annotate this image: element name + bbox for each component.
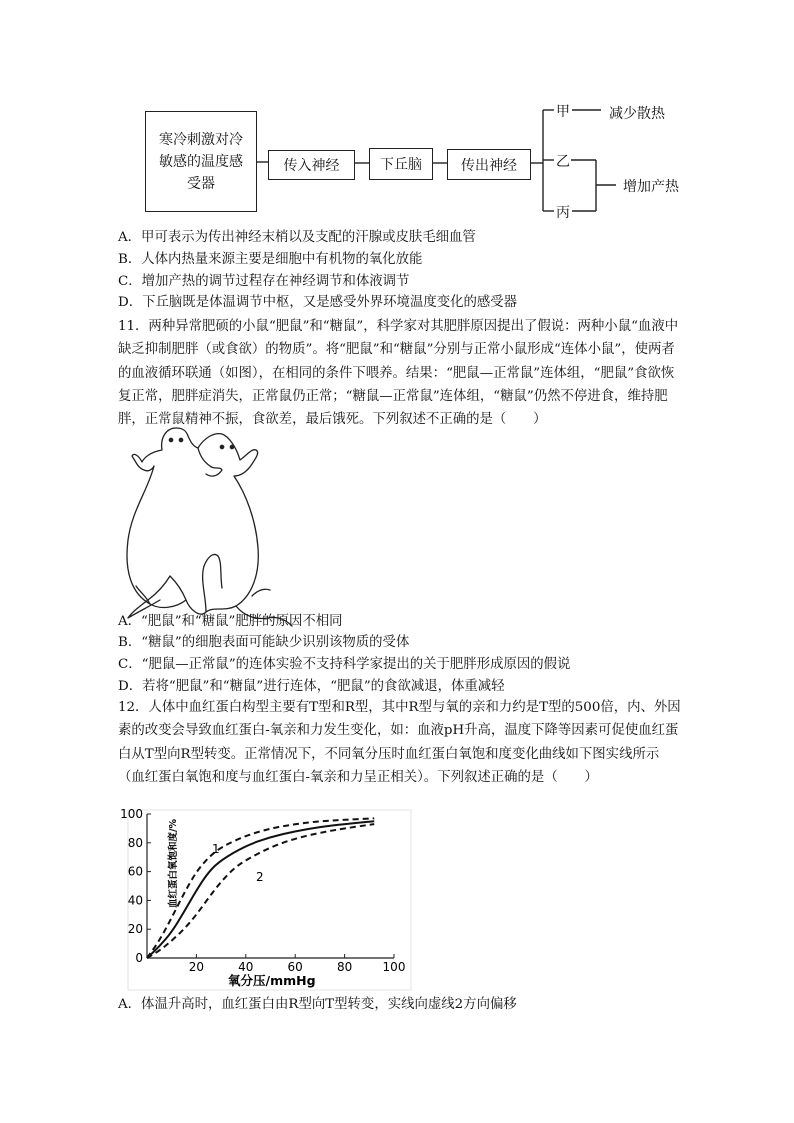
q10-option-b: B．人体内热量来源主要是细胞中有机物的氧化放能 — [118, 252, 423, 267]
y-tick-label: 20 — [127, 922, 143, 937]
left-mouse-arm — [198, 448, 222, 476]
left-mouse-outline — [127, 428, 258, 614]
q12-option-a: A．体温升高时，血红蛋白由R型向T型转变，实线向虚线2方向偏移 — [118, 997, 517, 1012]
x-tick-label: 40 — [238, 960, 254, 974]
y-tick-label: 80 — [127, 835, 143, 850]
receptor-box-label: 寒冷刺激对冷敏感的温度感受器 — [159, 131, 243, 192]
q10-option-d: D．下丘脑既是体温调节中枢，又是感受外界环境温度变化的感受器 — [118, 295, 518, 310]
curve-series-3 — [147, 824, 374, 958]
left-mouse-eye-2 — [179, 438, 182, 441]
branch-bing-label: 丙 — [556, 205, 570, 221]
branch-yi-label: 乙 — [556, 154, 570, 170]
x-tick-label: 100 — [382, 960, 406, 974]
diagram-connectors — [0, 0, 794, 240]
q11-option-c: C．“肥鼠—正常鼠”的连体实验不支持科学家提出的关于肥胖形成原因的假说 — [118, 657, 571, 672]
q11-option-a: A．“肥鼠”和“糖鼠”肥胖的原因不相同 — [118, 614, 343, 629]
branch-jia-label: 甲 — [556, 104, 570, 120]
x-tick-label: 80 — [336, 960, 353, 974]
chart-frame — [128, 810, 411, 990]
reduce-heat-label: 减少散热 — [609, 106, 665, 122]
q12-stem: 12．人体中血红蛋白构型主要有T型和R型，其中R型与氧的亲和力约是T型的500倍，内、外因素的改变会导致血红蛋白-氧亲和力发生变化，如：血液pH升高，温度下降等因素可促使血红蛋白从T型向R型转变。正常情况下，不同氧分压时血红蛋白氧饱和度变化曲线如下图实线所示（血红蛋白氧饱和度与血红蛋白-氧亲和力呈正相关）。下列叙述正确的是（ ） — [118, 700, 681, 785]
curve-series-2 — [147, 821, 374, 958]
y-tick-label: 0 — [135, 951, 143, 965]
y-tick-label: 100 — [120, 807, 143, 821]
left-mouse-eye-1 — [169, 438, 172, 441]
left-mouse-leg — [136, 586, 150, 604]
curve-label-1: 1 — [212, 842, 220, 856]
increase-heat-label: 增加产热 — [623, 179, 679, 195]
y-tick-label: 40 — [127, 893, 143, 908]
right-mouse-foot — [252, 589, 270, 596]
right-mouse-eye-2 — [230, 445, 233, 448]
x-tick-label: 20 — [188, 960, 205, 974]
x-axis-label: 氧分压/mmHg — [228, 973, 316, 988]
q11-option-b: B．“糖鼠”的细胞表面可能缺少识别该物质的受体 — [118, 635, 410, 650]
q11-option-d: D．若将“肥鼠”和“糖鼠”进行连体，“肥鼠”的食欲减退，体重减轻 — [118, 679, 505, 694]
q10-option-a: A．甲可表示为传出神经末梢以及支配的汗腺或皮肤毛细血管 — [118, 230, 476, 245]
afferent-nerve-label: 传入神经 — [283, 158, 340, 174]
right-mouse-leg — [203, 554, 222, 612]
y-axis-label: 血红蛋白氧饱和度/% — [168, 819, 179, 908]
q11-stem: 11．两种异常肥硕的小鼠“肥鼠”和“糖鼠”，科学家对其肥胖原因提出了假说：两种小鼠“血液中缺乏抑制肥胖（或食欲）的物质”。将“肥鼠”和“糖鼠”分别与正常小鼠形成“连体小鼠”，使两者的血液循环联通（如图），在相同的条件下喂养。结果：“肥鼠—正常鼠”连体组，“肥鼠”食欲恢复正常，肥胖症消失，正常鼠仍正常；“糖鼠—正常鼠”连体组，“糖鼠”仍然不停进食，维持肥胖，正常鼠精神不振，食欲差，最后饿死。下列叙述不正确的是（ ） — [118, 319, 679, 428]
curve-label-2: 2 — [256, 870, 264, 884]
right-mouse-eye-1 — [220, 445, 223, 448]
efferent-nerve-label: 传出神经 — [461, 157, 517, 174]
y-tick-label: 60 — [127, 864, 143, 879]
curve-series-1 — [147, 818, 374, 958]
hypothalamus-label: 下丘脑 — [380, 157, 422, 173]
q10-option-c: C．增加产热的调节过程存在神经调节和体液调节 — [118, 274, 410, 289]
x-tick-label: 60 — [287, 960, 303, 974]
